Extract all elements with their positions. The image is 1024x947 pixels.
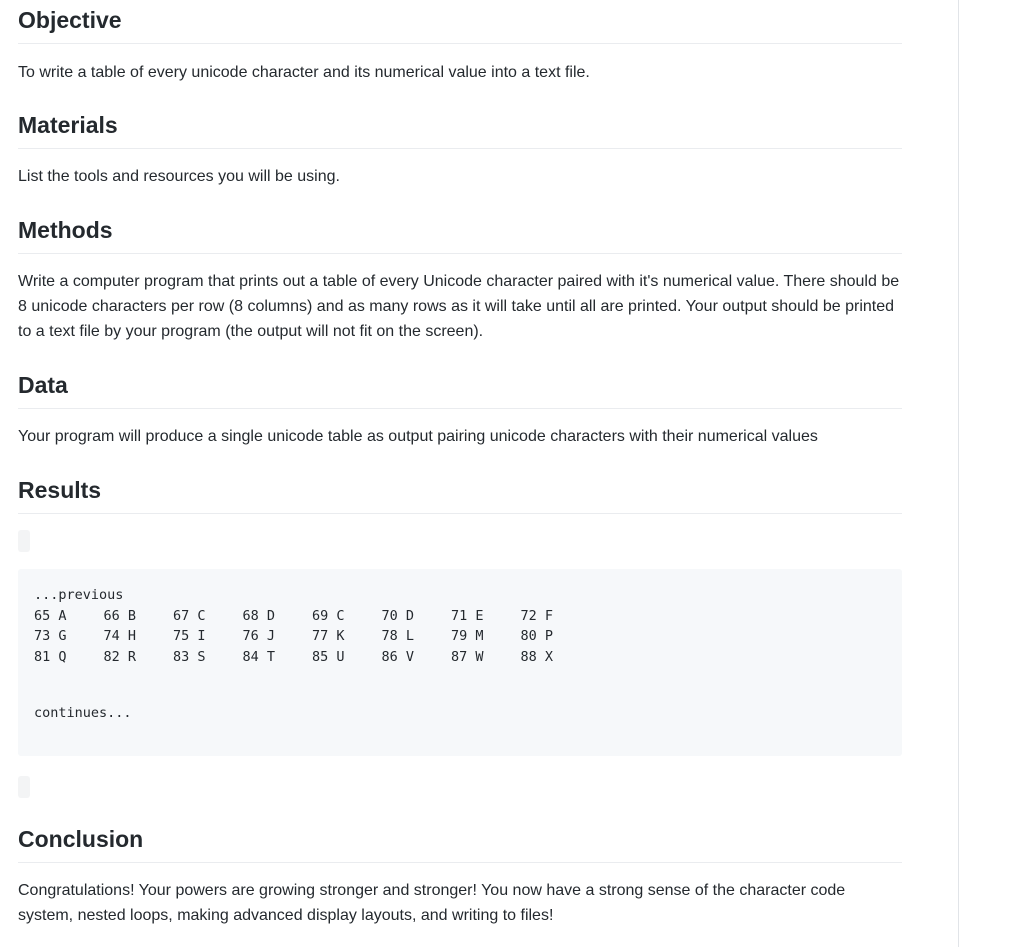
methods-text: Write a computer program that prints out a table of every Unicode character paired with it's numerical value. There should be 8 unicode characters per row (8 columns) and as many rows as it will take until all are printed. Your output should be printed to a text file by your program (the output will not fit on the screen). (18, 273, 900, 340)
empty-code-block (18, 530, 30, 552)
table-cell: 83 S (173, 648, 206, 665)
empty-code-block (18, 776, 30, 798)
table-cell: 77 K (312, 628, 345, 644)
conclusion-text: Congratulations! Your powers are growing stronger and stronger! You now have a strong sense of the character code system, nested loops, making advanced display layouts, and writing to files! (18, 882, 846, 924)
table-cell: 87 W (451, 648, 484, 665)
table-cell: 80 P (520, 628, 554, 644)
section-data (18, 371, 902, 409)
table-cell: 74 H (103, 628, 137, 644)
table-cell: 70 D (381, 607, 415, 624)
table-cell: 66 B (103, 607, 137, 624)
heading-methods: Methods (18, 216, 902, 254)
table-cell: 69 C (312, 607, 345, 624)
heading-materials: Materials (18, 111, 902, 149)
section-conclusion (18, 825, 902, 863)
table-cell: 84 T (242, 648, 276, 665)
code-blank-lines (34, 667, 886, 703)
table-cell: 78 L (381, 628, 415, 644)
table-cell: 85 U (312, 648, 345, 665)
section-objective (18, 6, 902, 44)
table-cell: 72 F (520, 607, 554, 624)
table-cell: 67 C (173, 607, 206, 624)
results-code-block (18, 569, 902, 756)
table-cell: 65 A (34, 607, 67, 624)
table-cell: 86 V (381, 648, 415, 665)
data-text: Your program will produce a single unicode table as output pairing unicode characters with their numerical values (18, 428, 818, 445)
table-cell: 75 I (173, 628, 206, 644)
table-cell: 82 R (103, 648, 137, 665)
section-results (18, 476, 902, 514)
heading-data: Data (18, 371, 902, 409)
heading-objective: Objective (18, 6, 902, 44)
table-cell: 71 E (451, 607, 484, 624)
table-cell: 81 Q (34, 648, 67, 665)
heading-results: Results (18, 476, 902, 514)
materials-text: List the tools and resources you will be using. (18, 168, 340, 185)
table-cell: 68 D (242, 607, 276, 624)
table-cell: 88 X (520, 648, 554, 665)
table-cell: 73 G (34, 628, 67, 644)
table-cell: 79 M (451, 628, 484, 644)
heading-conclusion: Conclusion (18, 825, 902, 863)
table-cell: 76 J (242, 628, 276, 644)
unicode-table (34, 606, 886, 668)
right-border-line (958, 0, 959, 947)
code-line-continues: continues... (34, 705, 132, 721)
objective-text: To write a table of every unicode character and its numerical value into a text file. (18, 64, 590, 81)
section-methods (18, 216, 902, 254)
code-line-previous: ...previous (34, 587, 124, 603)
section-materials (18, 111, 902, 149)
